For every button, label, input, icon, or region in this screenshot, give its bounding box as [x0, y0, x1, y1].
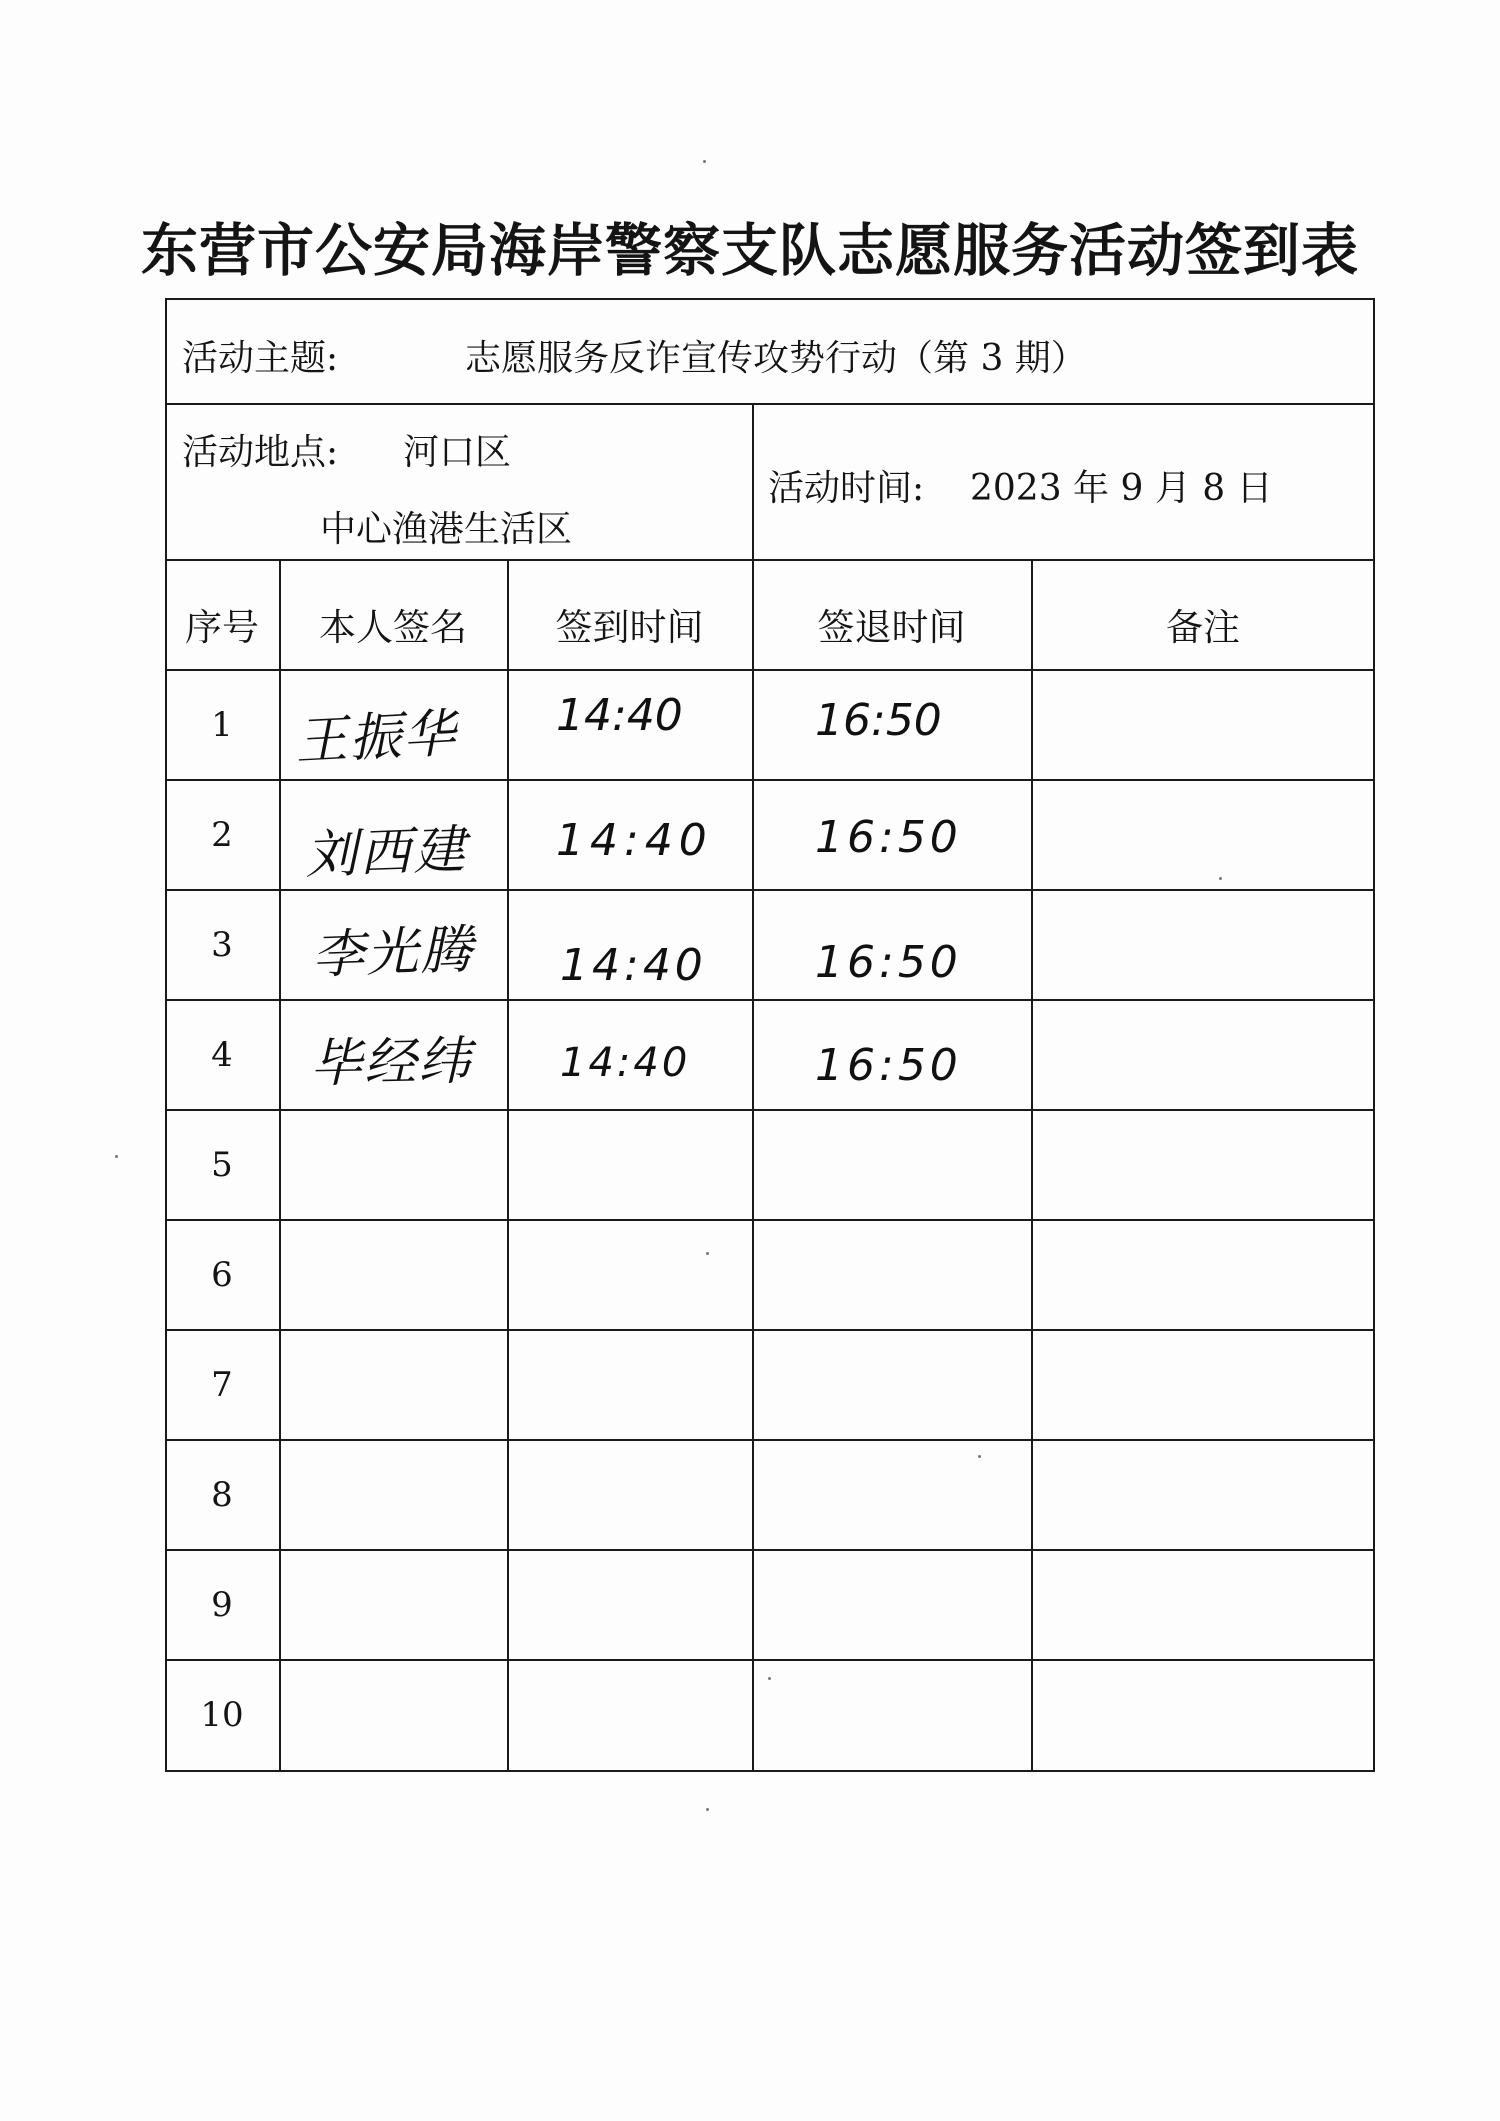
header-index: 序号 — [185, 606, 259, 649]
row-number: 10 — [200, 1695, 244, 1735]
sign-out-time-handwritten: 16:50 — [815, 1040, 962, 1091]
rule-col-3 — [752, 559, 754, 1772]
rule-col-2 — [507, 559, 509, 1772]
time-label: 活动时间: — [768, 468, 925, 509]
scan-speck — [115, 1155, 118, 1158]
rule-info-divider — [752, 403, 754, 559]
rule-row-8 — [165, 1549, 1375, 1551]
rule-col-4 — [1031, 559, 1033, 1772]
rule-theme-bottom — [165, 403, 1375, 405]
location-label: 活动地点: — [182, 432, 339, 473]
signature-handwritten: 王振华 — [293, 703, 459, 773]
row-number: 8 — [211, 1475, 233, 1515]
sign-in-time-handwritten: 14:40 — [560, 940, 707, 991]
signature-handwritten: 李光腾 — [311, 920, 476, 986]
header-signature: 本人签名 — [319, 606, 467, 649]
sign-in-time-handwritten: 14:40 — [556, 815, 713, 866]
header-remarks: 备注 — [1166, 606, 1240, 649]
rule-info-bottom — [165, 559, 1375, 561]
scan-speck — [1219, 877, 1222, 880]
rule-row-6 — [165, 1329, 1375, 1331]
rule-row-1 — [165, 779, 1375, 781]
sign-out-time-handwritten: 16:50 — [815, 695, 942, 746]
rule-col-1 — [279, 559, 281, 1772]
rule-row-2 — [165, 889, 1375, 891]
row-number: 4 — [211, 1035, 233, 1075]
location-line-1: 河口区 — [403, 432, 512, 473]
header-sign-out-time: 签退时间 — [817, 606, 966, 649]
time-value: 2023 年 9 月 8 日 — [970, 468, 1273, 509]
sign-in-time-handwritten: 14:40 — [560, 1040, 691, 1086]
page-title: 东营市公安局海岸警察支队志愿服务活动签到表 — [141, 218, 1359, 284]
rule-row-4 — [165, 1109, 1375, 1111]
scan-speck — [706, 1252, 709, 1255]
scan-speck — [978, 1455, 981, 1458]
scan-speck — [703, 160, 706, 163]
row-number: 7 — [211, 1365, 233, 1405]
sign-in-time-handwritten: 14:40 — [556, 690, 683, 741]
row-number: 6 — [211, 1255, 233, 1295]
rule-row-5 — [165, 1219, 1375, 1221]
row-number: 3 — [211, 925, 233, 965]
signature-handwritten: 刘西建 — [304, 820, 469, 886]
sign-out-time-handwritten: 16:50 — [815, 937, 962, 988]
theme-label: 活动主题: — [182, 338, 339, 379]
signature-handwritten: 毕经纬 — [309, 1031, 473, 1095]
row-number: 1 — [211, 705, 233, 745]
row-number: 2 — [211, 815, 233, 855]
row-number: 5 — [211, 1145, 233, 1185]
header-sign-in-time: 签到时间 — [555, 606, 704, 649]
theme-value: 志愿服务反诈宣传攻势行动（第 3 期） — [465, 338, 1087, 379]
rule-row-9 — [165, 1659, 1375, 1661]
location-line-2: 中心渔港生活区 — [320, 509, 573, 550]
scan-speck — [706, 1808, 709, 1811]
row-number: 9 — [211, 1585, 233, 1625]
rule-header-bottom — [165, 669, 1375, 671]
scan-speck — [768, 1677, 771, 1680]
rule-row-3 — [165, 999, 1375, 1001]
sign-out-time-handwritten: 16:50 — [815, 812, 962, 863]
rule-row-7 — [165, 1439, 1375, 1441]
